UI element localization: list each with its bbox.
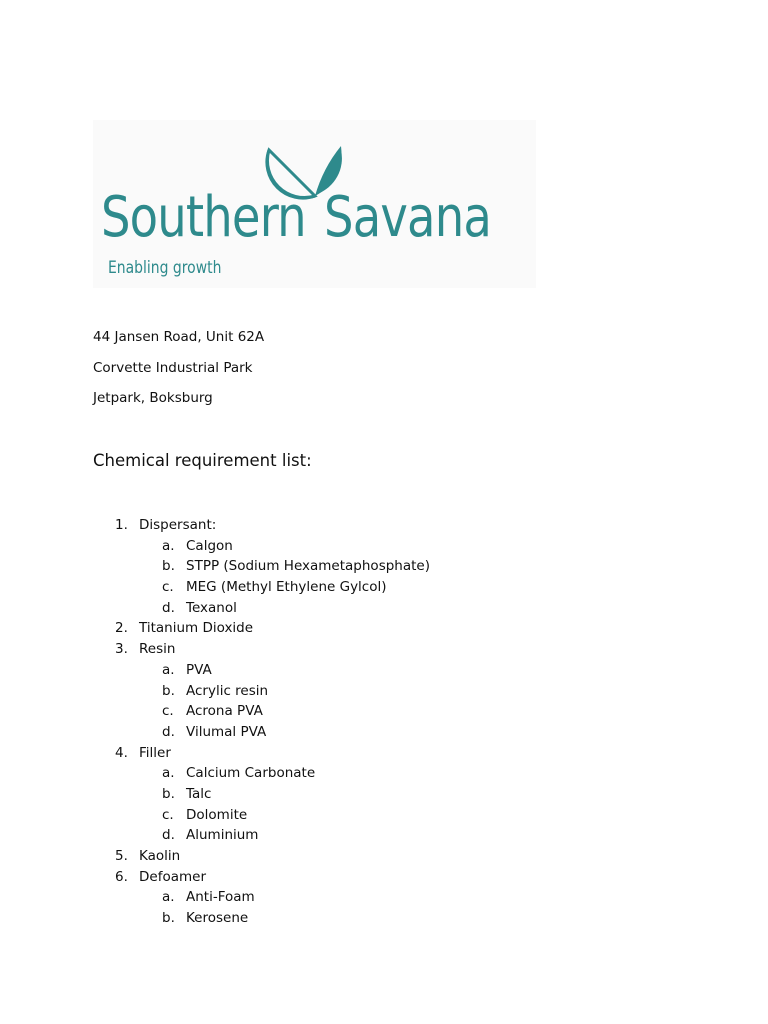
sub-list-item: [0, 661, 768, 682]
address-block: [93, 331, 264, 423]
sub-list-item-letter: b.: [162, 558, 175, 575]
sub-list-item-label: Aluminium: [186, 827, 259, 844]
sub-list-item-letter: c.: [162, 806, 174, 823]
list-item: [0, 640, 768, 661]
sub-list-item-letter: b.: [162, 682, 175, 699]
sub-list-item-letter: a.: [162, 889, 175, 906]
sub-list-item-label: Calgon: [186, 537, 233, 554]
list-item-label: Filler: [139, 744, 171, 761]
sub-list-item-label: STPP (Sodium Hexametaphosphate): [186, 558, 430, 575]
list-heading: Chemical requirement list:: [93, 451, 312, 470]
sub-list-item-letter: b.: [162, 910, 175, 927]
sub-list-item-letter: a.: [162, 765, 175, 782]
sub-list-item-letter: d.: [162, 723, 175, 740]
sub-list-item-letter: c.: [162, 579, 174, 596]
sub-list-item-label: MEG (Methyl Ethylene Gylcol): [186, 579, 387, 596]
list-item-number: 1.: [115, 517, 128, 533]
list-item-number: 5.: [115, 848, 128, 864]
list-item-number: 3.: [115, 641, 128, 658]
sub-list-item-label: PVA: [186, 661, 212, 678]
sub-list-item: [0, 702, 768, 723]
address-line-1: 44 Jansen Road, Unit 62A: [93, 329, 265, 345]
list-item: [0, 744, 768, 765]
sub-list-item-label: Talc: [186, 785, 212, 802]
sub-list-item-label: Acrylic resin: [186, 682, 269, 699]
sub-list-item-letter: c.: [162, 703, 174, 720]
requirement-list: [0, 516, 768, 930]
sub-list-item-label: Dolomite: [186, 806, 248, 823]
address-line-2: Corvette Industrial Park: [93, 359, 253, 376]
brand-name: [101, 185, 491, 250]
list-item-number: 4.: [115, 744, 128, 761]
list-item-label: Kaolin: [139, 848, 181, 864]
brand-tagline: Enabling growth: [108, 258, 222, 278]
sub-list-item: [0, 764, 768, 785]
list-item: [0, 868, 768, 889]
brand-word-1: Southern: [101, 185, 306, 250]
sub-list-item-label: Kerosene: [186, 910, 249, 927]
sub-list-item-letter: a.: [162, 661, 175, 678]
list-item-label: Resin: [139, 641, 176, 658]
list-item-number: 2.: [115, 620, 128, 637]
sub-list-item: [0, 909, 768, 930]
sub-list-item-label: Calcium Carbonate: [186, 765, 316, 782]
sub-list-item: [0, 785, 768, 806]
sub-list-item-label: Vilumal PVA: [186, 723, 267, 740]
sub-list-item: [0, 826, 768, 847]
sub-list-item-letter: d.: [162, 827, 175, 844]
sub-list-item: [0, 557, 768, 578]
sub-list-item: [0, 682, 768, 703]
sub-list-item: [0, 806, 768, 827]
sub-list-item-label: Anti-Foam: [186, 889, 255, 906]
brand-word-2: Savana: [324, 185, 491, 250]
address-line-3: Jetpark, Boksburg: [93, 390, 213, 406]
list-item-number: 6.: [115, 868, 128, 885]
sub-list-item: [0, 537, 768, 558]
sub-list-item: [0, 723, 768, 744]
sub-list-item-letter: a.: [162, 537, 175, 554]
sub-list-item: [0, 578, 768, 599]
list-item: [0, 516, 768, 537]
sub-list-item: [0, 599, 768, 620]
sub-list-item: [0, 888, 768, 909]
list-item: [0, 847, 768, 868]
list-item-label: Titanium Dioxide: [139, 620, 254, 637]
list-item: [0, 619, 768, 640]
sub-list-item-label: Acrona PVA: [186, 703, 263, 720]
company-logo: [93, 120, 536, 288]
sub-list-item-letter: d.: [162, 599, 175, 616]
sub-list-item-letter: b.: [162, 785, 175, 802]
list-item-label: Dispersant:: [139, 517, 217, 533]
sub-list-item-label: Texanol: [186, 599, 237, 616]
list-item-label: Defoamer: [139, 868, 206, 885]
